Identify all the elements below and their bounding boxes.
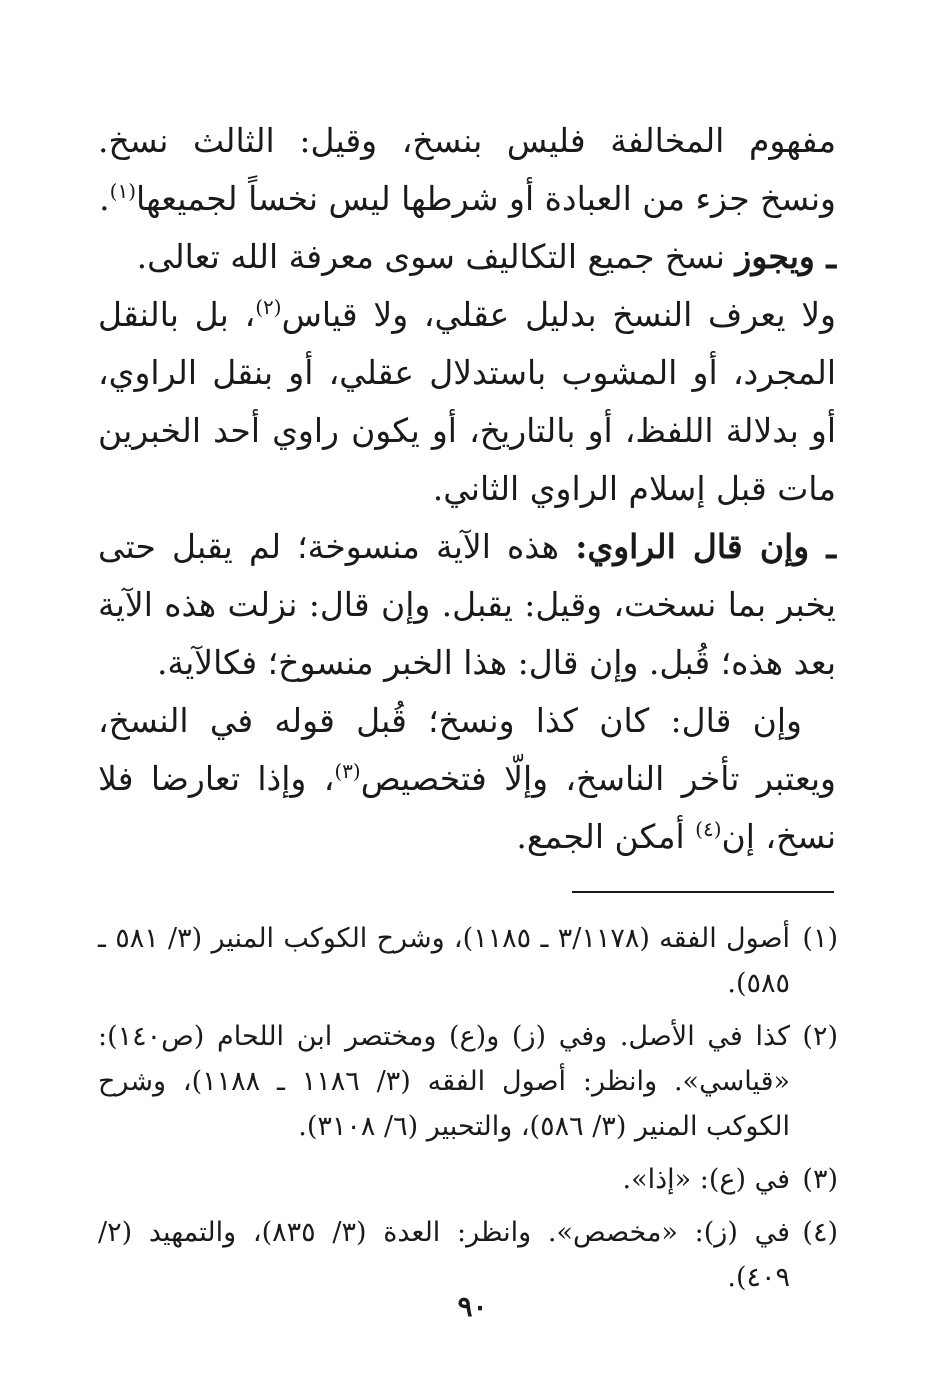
footnote-text: في (ع): «إذا». xyxy=(622,1164,790,1195)
footnote-ref-4[interactable]: (٤) xyxy=(695,817,722,841)
paragraph-2 xyxy=(98,228,836,286)
footnote-ref-2[interactable]: (٢) xyxy=(255,295,282,319)
footnote-ref-1[interactable]: (١) xyxy=(109,179,137,203)
paragraph-text: مفهوم المخالفة فليس بنسخ، وقيل: الثالث نسخ. ونسخ جزء من العبادة أو شرطها ليس نخساً لجميعها xyxy=(98,121,836,218)
paragraph-text: وإن قال: كان كذا ونسخ؛ قُبل قوله في النسخ، ويعتبر تأخر الناسخ، وإلّا فتخصيص xyxy=(98,701,836,798)
main-text xyxy=(98,112,836,866)
paragraph-text: أمكن الجمع. xyxy=(516,817,696,856)
paragraph-text: ، وإذا تعارضا فلا نسخ، إن xyxy=(98,759,836,856)
rule-heading: ـ وإن قال الراوي: xyxy=(575,527,836,566)
paragraph-text: هذه الآية منسوخة؛ لم يقبل حتى يخبر بما نسخت، وقيل: يقبل. وإن قال: نزلت هذه الآية بعد هذه؛ قُبل. وإن قال: هذا الخبر منسوخ؛ فكالآية. xyxy=(98,527,836,682)
footnote-text: في (ز): «مخصص». وانظر: العدة (٣/ ٨٣٥)، والتمهيد (٢/ ٤٠٩). xyxy=(98,1217,790,1293)
footnote-number: (١) xyxy=(802,923,838,954)
footnote-ref-3[interactable]: (٣) xyxy=(334,759,361,783)
footnote-number: (٢) xyxy=(802,1021,838,1052)
footnotes xyxy=(98,916,838,1308)
footnote-number: (٣) xyxy=(802,1164,838,1195)
paragraph-5 xyxy=(98,692,836,866)
paragraph-4 xyxy=(98,518,836,692)
footnote-number: (٤) xyxy=(802,1217,838,1248)
paragraph-3 xyxy=(98,286,836,518)
page-number: ٩٠ xyxy=(457,1290,488,1323)
paragraph-end: . xyxy=(99,179,110,218)
footnote-text: أصول الفقه (٣/١١٧٨ ـ ١١٨٥)، وشرح الكوكب المنير (٣/ ٥٨١ ـ ٥٨٥). xyxy=(98,923,790,999)
paragraph-text: ، بل بالنقل المجرد، أو المشوب باستدلال عقلي، أو بنقل الراوي، أو بدلالة اللفظ، أو بالتاريخ، أو يكون راوي أحد الخبرين مات قبل إسلام الراوي الثاني. xyxy=(98,295,836,508)
footnote-text: كذا في الأصل. وفي (ز) و(ع) ومختصر ابن اللحام (ص١٤٠): «قياسي». وانظر: أصول الفقه (٣/ ١١٨٦ ـ ١١٨٨)، وشرح الكوكب المنير (٣/ ٥٨٦)، والتحبير (٦/ ٣١٠٨). xyxy=(98,1021,790,1142)
footnote-2 xyxy=(98,1014,838,1149)
footnote-1 xyxy=(98,916,838,1006)
footnote-3 xyxy=(98,1157,838,1202)
rule-heading: ـ ويجوز xyxy=(735,237,836,276)
footnote-separator xyxy=(572,891,834,893)
paragraph-text: ولا يعرف النسخ بدليل عقلي، ولا قياس xyxy=(281,295,836,334)
footnote-4 xyxy=(98,1210,838,1300)
paragraph-1 xyxy=(98,112,836,228)
paragraph-text: نسخ جميع التكاليف سوى معرفة الله تعالى. xyxy=(136,237,736,276)
